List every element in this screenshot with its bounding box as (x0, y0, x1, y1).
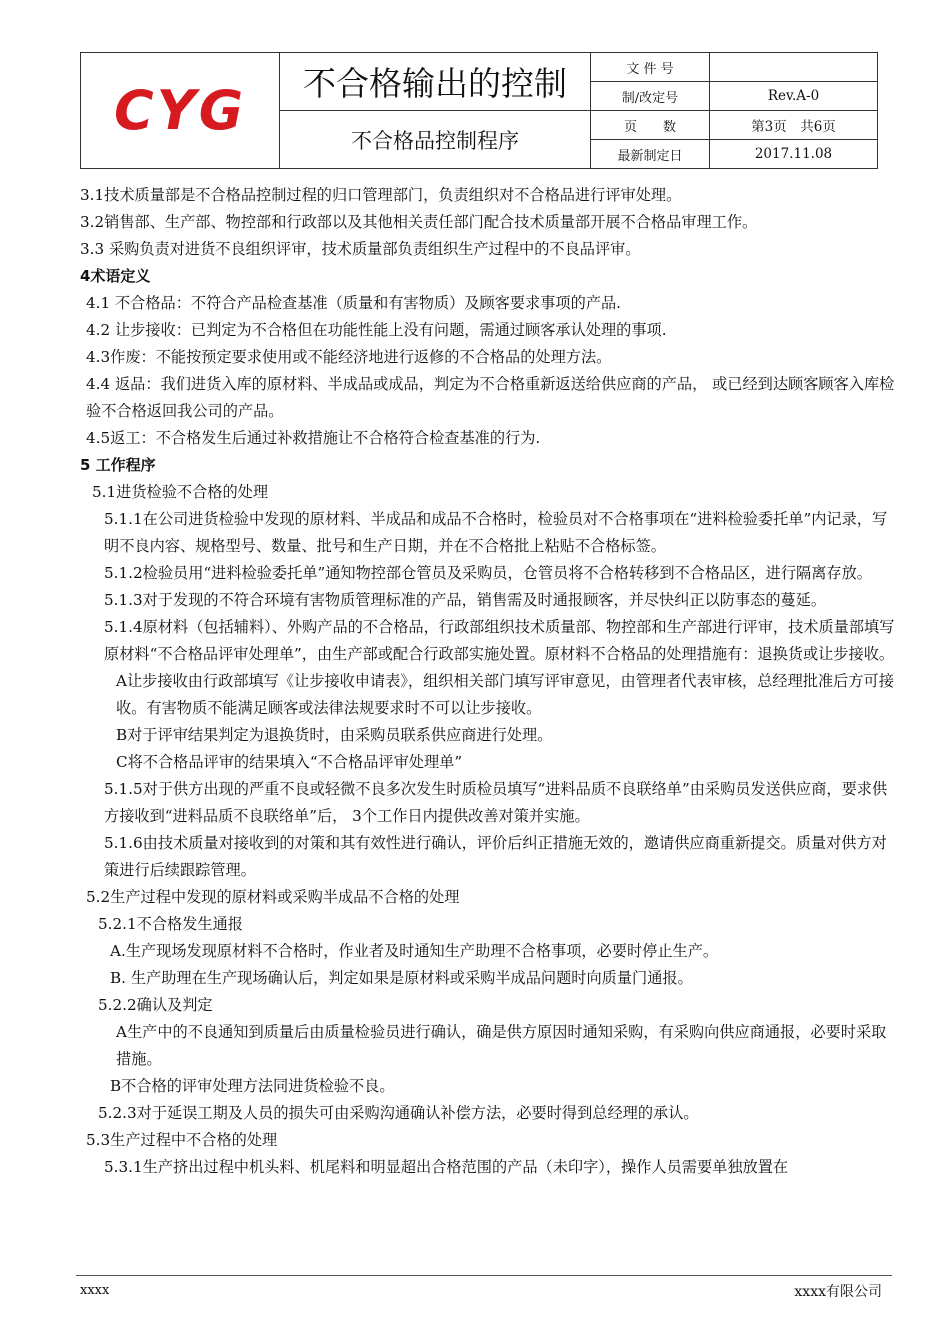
paragraph: 5.1.5对于供方出现的严重不良或轻微不良多次发生时质检员填写“进料品质不良联络单”由采购员发送供应商，要求供方接收到“进料品质不良联络单”后， 3个工作日内提供改善对策并实施。 (104, 780, 888, 825)
paragraph: 5.3生产过程中不合格的处理 (86, 1131, 278, 1149)
footer-left-text: xxxx (80, 1283, 110, 1298)
paragraph: 5.3.1生产挤出过程中机头料、机尾料和明显超出合格范围的产品（未印字），操作人员需要单独放置在 (104, 1158, 789, 1176)
paragraph: 3.1技术质量部是不合格品控制过程的归口管理部门，负责组织对不合格品进行评审处理。 (80, 186, 682, 204)
date-label: 最新制定日 (591, 140, 710, 169)
paragraph: C将不合格品评审的结果填入“不合格品评审处理单” (116, 753, 463, 771)
paragraph: 5.1.1在公司进货检验中发现的原材料、半成品和成品不合格时，检验员对不合格事项在“进料检验委托单”内记录，写明不良内容、规格型号、数量、批号和生产日期，并在不合格批上粘贴不合格标签。 (104, 510, 888, 555)
doc-number-value (710, 53, 878, 82)
paragraph: 5.1.6由技术质量对接收到的对策和其有效性进行确认，评价后纠正措施无效的，邀请供应商重新提交。质量对供方对策进行后续跟踪管理。 (104, 834, 887, 879)
paragraph: B对于评审结果判定为退换货时，由采购员联系供应商进行处理。 (116, 726, 553, 744)
paragraph: 5.2.2确认及判定 (98, 996, 213, 1014)
paragraph: A.生产现场发现原材料不合格时，作业者及时通知生产助理不合格事项，必要时停止生产。 (110, 942, 719, 960)
paragraph: 5.2.1不合格发生通报 (98, 915, 243, 933)
paragraph: 3.3 采购负责对进货不良组织评审，技术质量部负责组织生产过程中的不良品评审。 (80, 240, 641, 258)
paragraph: 5.1.4原材料（包括辅料）、外购产品的不合格品，行政部组织技术质量部、物控部和生产部进行评审，技术质量部填写原材料“不合格品评审处理单”，由生产部或配合行政部实施处置。原材料不合格品的处理措施有：退换货或让步接收。 (104, 618, 895, 663)
logo-cell (81, 53, 280, 169)
paragraph: 5.2.3对于延误工期及人员的损失可由采购沟通确认补偿方法，必要时得到总经理的承认。 (98, 1104, 699, 1122)
paragraph: A生产中的不良通知到质量后由质量检验员进行确认，确是供方原因时通知采购，有采购向供应商通报，必要时采取措施。 (116, 1023, 887, 1068)
section-heading: 4术语定义 (80, 267, 151, 285)
doc-number-label: 文 件 号 (591, 53, 710, 82)
paragraph: 5.1.3对于发现的不符合环境有害物质管理标准的产品，销售需及时通报顾客，并尽快纠正以防事态的蔓延。 (104, 591, 827, 609)
paragraph: 3.2销售部、生产部、物控部和行政部以及其他相关责任部门配合技术质量部开展不合格品审理工作。 (80, 213, 758, 231)
paragraph: B不合格的评审处理方法同进货检验不良。 (110, 1077, 395, 1095)
paragraph: 4.1 不合格品：不符合产品检查基准（质量和有害物质）及顾客要求事项的产品. (86, 294, 621, 312)
document-header (80, 52, 878, 169)
footer-company-name: xxxx有限公司 (794, 1284, 882, 1300)
paragraph: 4.5返工：不合格发生后通过补救措施让不合格符合检查基准的行为. (86, 429, 541, 447)
title-cell (280, 53, 591, 111)
paragraph: B. 生产助理在生产现场确认后，判定如果是原材料或采购半成品问题时向质量门通报。 (110, 969, 693, 987)
document-title: 不合格输出的控制 (303, 64, 567, 103)
paragraph: 5.1.2检验员用“进料检验委托单”通知物控部仓管员及采购员，仓管员将不合格转移到不合格品区，进行隔离存放。 (104, 564, 872, 582)
paragraph: 5.2生产过程中发现的原材料或采购半成品不合格的处理 (86, 888, 460, 906)
paragraph: 4.4 返品：我们进货入库的原材料、半成品或成品，判定为不合格重新返送给供应商的产品， 或已经到达顾客顾客入库检验不合格返回我公司的产品。 (86, 375, 895, 420)
paragraph: 4.3作废：不能按预定要求使用或不能经济地进行返修的不合格品的处理方法。 (86, 348, 612, 366)
footer-divider (76, 1275, 892, 1276)
document-body (80, 182, 900, 1181)
date-value: 2017.11.08 (710, 140, 878, 169)
document-subtitle: 不合格品控制程序 (351, 128, 519, 153)
page-count-label: 页 数 (591, 111, 710, 140)
section-heading: 5 工作程序 (80, 456, 156, 474)
company-logo: CYG (113, 79, 247, 142)
page-count-value: 第3页 共6页 (710, 111, 878, 140)
paragraph: 4.2 让步接收：已判定为不合格但在功能性能上没有问题，需通过顾客承认处理的事项. (86, 321, 667, 339)
paragraph: A让步接收由行政部填写《让步接收申请表》，组织相关部门填写评审意见，由管理者代表审核，总经理批准后方可接收。有害物质不能满足顾客或法律法规要求时不可以让步接收。 (116, 672, 894, 717)
subtitle-cell (280, 111, 591, 169)
paragraph: 5.1进货检验不合格的处理 (92, 483, 269, 501)
revision-label: 制/改定号 (591, 82, 710, 111)
revision-value: Rev.A-0 (710, 82, 878, 111)
